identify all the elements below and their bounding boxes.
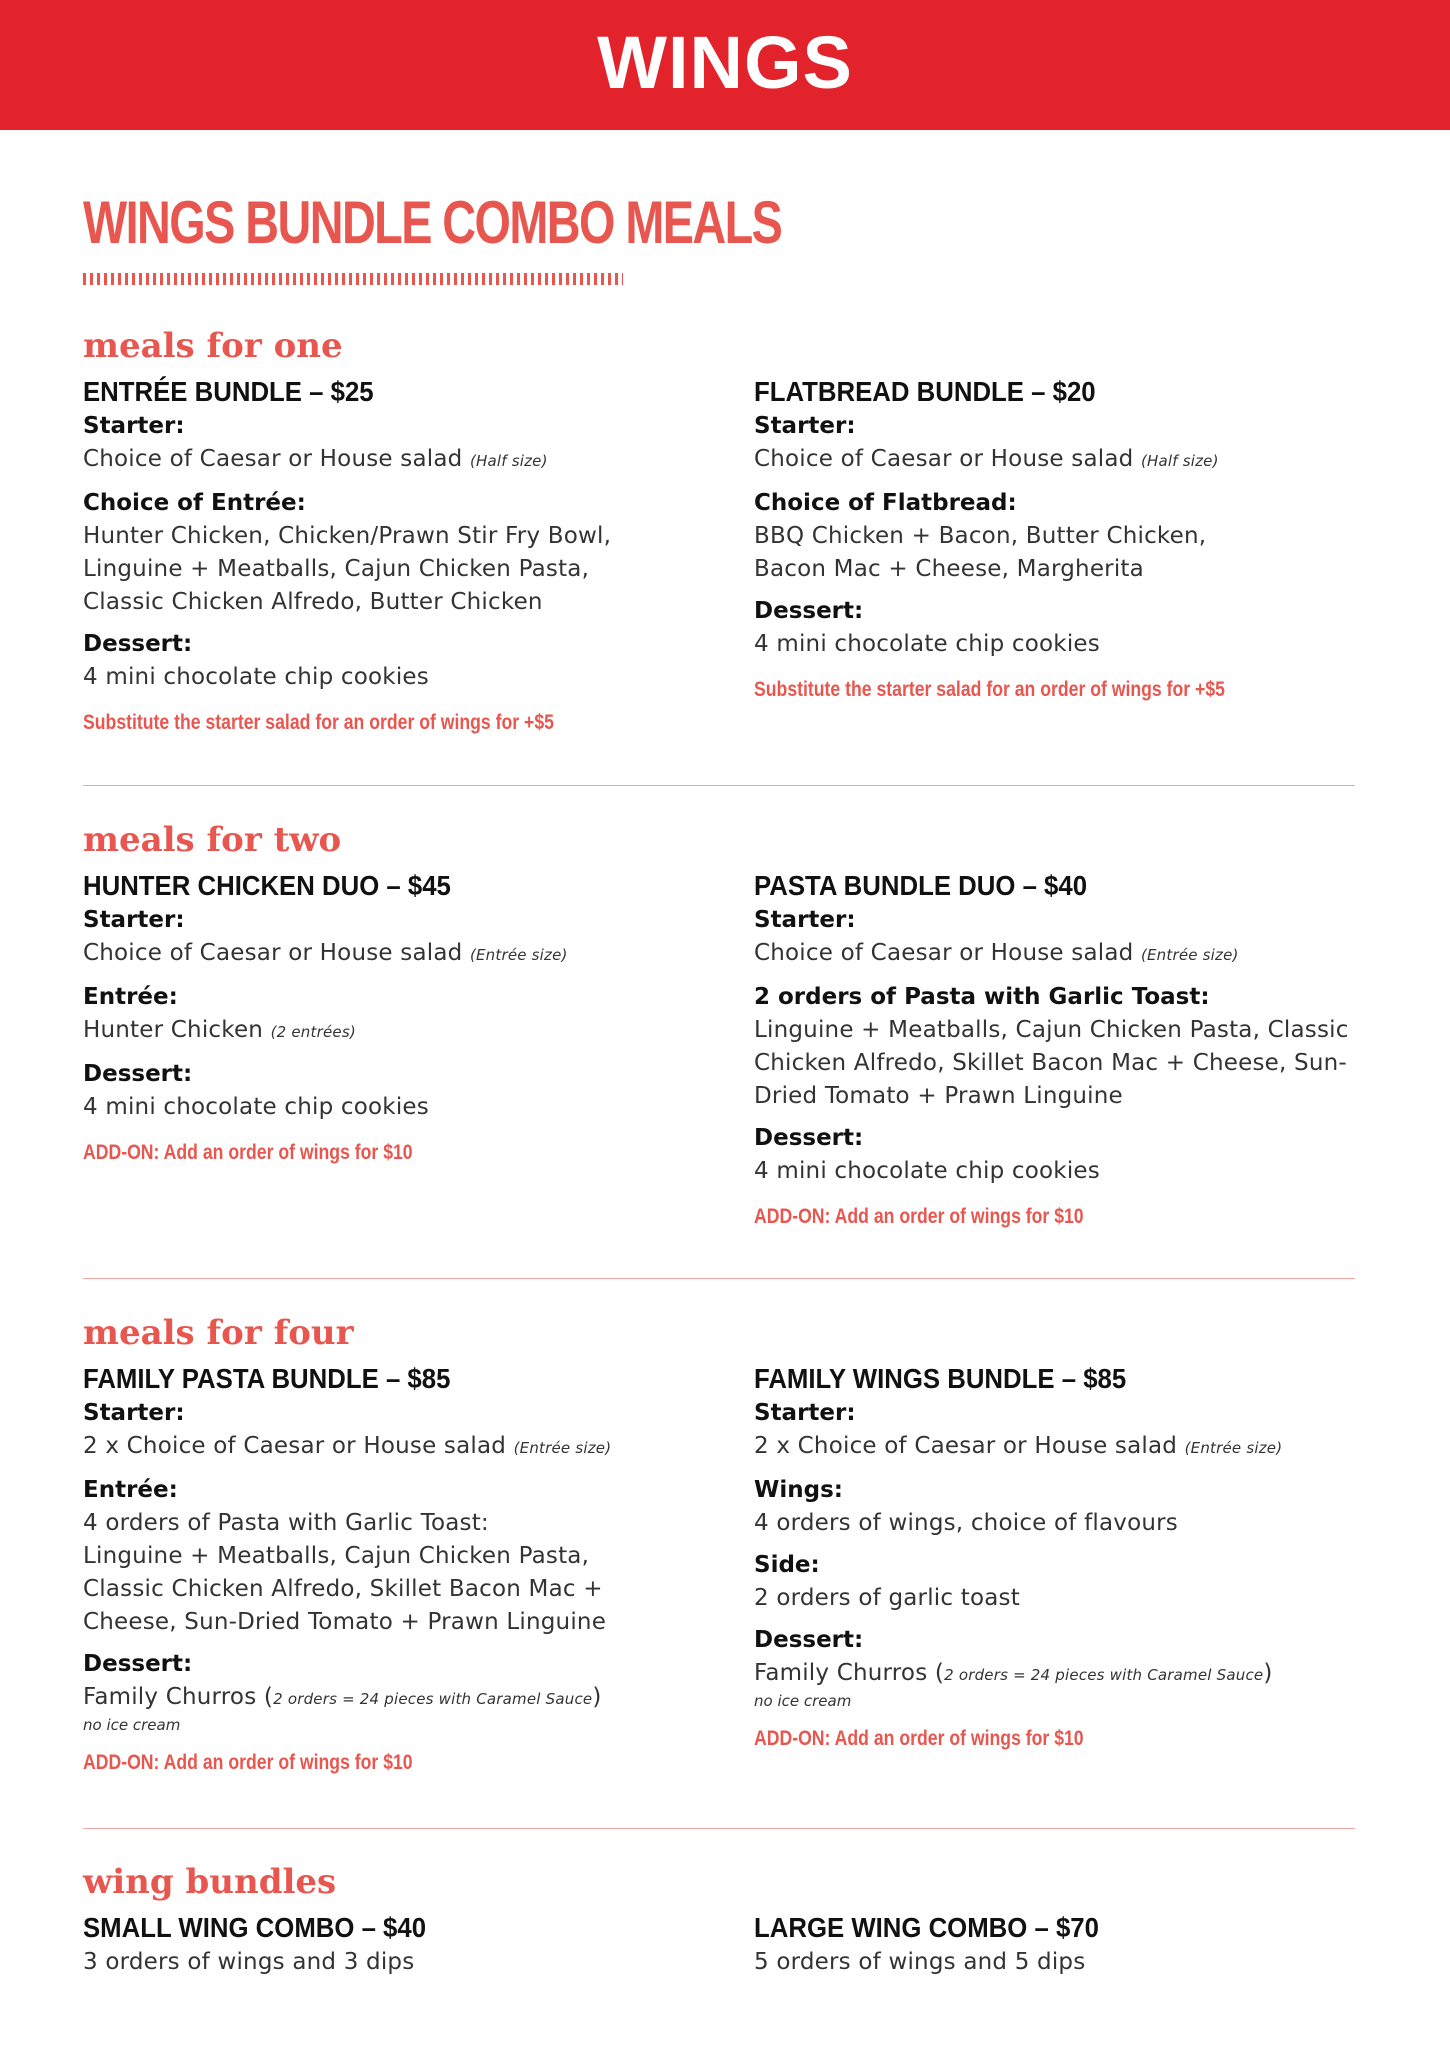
- wings-label: Wings:: [754, 1477, 843, 1503]
- bundle-title: LARGE WING COMBO – $70: [754, 1912, 1099, 1943]
- bundle-text: 5 orders of wings and 5 dips: [754, 1949, 1086, 1975]
- starter-text: 2 x Choice of Caesar or House salad (Entrée size): [83, 1433, 612, 1459]
- size-note: (Entrée size): [1140, 946, 1239, 964]
- size-note: (Half size): [469, 452, 548, 470]
- dessert-label: Dessert:: [83, 631, 193, 657]
- bundle-hunter-chicken-duo: [83, 868, 723, 1168]
- starter-label: Starter:: [754, 413, 856, 439]
- starter-text: Choice of Caesar or House salad (Half size): [754, 446, 1219, 472]
- entree-label: Entrée:: [83, 984, 178, 1010]
- section-meals-for-four: [83, 1313, 1355, 1813]
- size-note: (Half size): [1140, 452, 1219, 470]
- section-title: meals for two: [83, 820, 342, 860]
- bundle-title: ENTRÉE BUNDLE – $25: [83, 376, 374, 407]
- section-meals-for-two: [83, 820, 1355, 1250]
- entree-label: Entrée:: [83, 1477, 178, 1503]
- section-divider: [83, 1278, 1355, 1279]
- header-bar: [0, 0, 1450, 130]
- bundle-pasta-duo: [754, 868, 1394, 1232]
- starter-label: Starter:: [83, 413, 185, 439]
- add-on-note: ADD-ON: Add an order of wings for $10: [754, 1205, 1084, 1228]
- bundle-title: HUNTER CHICKEN DUO – $45: [83, 870, 451, 901]
- section-divider: [83, 1828, 1355, 1829]
- size-note: (Entrée size): [1184, 1439, 1283, 1457]
- add-on-note: ADD-ON: Add an order of wings for $10: [83, 1751, 413, 1774]
- page-title: WINGS BUNDLE COMBO MEALS: [83, 189, 782, 256]
- portion-note: 2 orders = 24 pieces with Caramel Sauce: [944, 1666, 1264, 1684]
- section-title: meals for one: [83, 326, 343, 366]
- dessert-label: Dessert:: [754, 598, 864, 624]
- dessert-text: 4 mini chocolate chip cookies: [83, 1094, 429, 1120]
- entree-text: Hunter Chicken (2 entrées): [83, 1017, 356, 1043]
- dessert-label: Dessert:: [754, 1627, 864, 1653]
- starter-text: 2 x Choice of Caesar or House salad (Entrée size): [754, 1433, 1283, 1459]
- wings-text: 4 orders of wings, choice of flavours: [754, 1510, 1178, 1536]
- dessert-text: 4 mini chocolate chip cookies: [83, 664, 429, 690]
- flatbread-choices: BBQ Chicken + Bacon, Butter Chicken, Bacon Mac + Cheese, Margherita: [754, 523, 1207, 582]
- section-divider: [83, 785, 1355, 786]
- dessert-text: Family Churros (2 orders = 24 pieces with Caramel Sauce): [83, 1684, 602, 1710]
- bundle-large-wing-combo: [754, 1910, 1394, 1979]
- starter-label: Starter:: [754, 1400, 856, 1426]
- wings-logo: WINGS: [597, 20, 853, 104]
- no-ice-cream-note: no ice cream: [83, 1716, 181, 1734]
- bundle-title: SMALL WING COMBO – $40: [83, 1912, 427, 1943]
- starter-label: Starter:: [754, 907, 856, 933]
- title-underline-decoration: [83, 273, 623, 285]
- starter-label: Starter:: [83, 1400, 185, 1426]
- section-title: meals for four: [83, 1313, 354, 1353]
- bundle-title: FAMILY WINGS BUNDLE – $85: [754, 1363, 1127, 1394]
- bundle-flatbread: [754, 374, 1394, 705]
- bundle-small-wing-combo: [83, 1910, 723, 1979]
- side-text: 2 orders of garlic toast: [754, 1585, 1020, 1611]
- starter-text: Choice of Caesar or House salad (Entrée size): [83, 940, 568, 966]
- add-on-note: ADD-ON: Add an order of wings for $10: [83, 1141, 413, 1164]
- dessert-text: Family Churros (2 orders = 24 pieces with Caramel Sauce): [754, 1660, 1273, 1686]
- side-label: Side:: [754, 1552, 820, 1578]
- flatbread-label: Choice of Flatbread:: [754, 490, 1017, 516]
- size-note: (Entrée size): [513, 1439, 612, 1457]
- dessert-label: Dessert:: [754, 1125, 864, 1151]
- pasta-choices: Linguine + Meatballs, Cajun Chicken Pasta, Classic Chicken Alfredo, Skillet Bacon Mac + Cheese, Sun-Dried Tomato + Prawn Linguine: [754, 1017, 1349, 1109]
- no-ice-cream-note: no ice cream: [754, 1692, 852, 1710]
- bundle-entree: [83, 374, 723, 738]
- substitution-note: Substitute the starter salad for an order of wings for +$5: [83, 711, 554, 734]
- portion-note: 2 orders = 24 pieces with Caramel Sauce: [273, 1690, 593, 1708]
- dessert-label: Dessert:: [83, 1061, 193, 1087]
- dessert-text: 4 mini chocolate chip cookies: [754, 1158, 1100, 1184]
- section-wing-bundles: [83, 1862, 1355, 1992]
- bundle-family-wings: [754, 1361, 1394, 1754]
- bundle-title: FLATBREAD BUNDLE – $20: [754, 376, 1096, 407]
- starter-label: Starter:: [83, 907, 185, 933]
- section-meals-for-one: [83, 326, 1355, 746]
- size-note: (Entrée size): [469, 946, 568, 964]
- dessert-label: Dessert:: [83, 1651, 193, 1677]
- starter-text: Choice of Caesar or House salad (Entrée size): [754, 940, 1239, 966]
- starter-text: Choice of Caesar or House salad (Half size): [83, 446, 548, 472]
- substitution-note: Substitute the starter salad for an order of wings for +$5: [754, 678, 1225, 701]
- section-title: wing bundles: [83, 1862, 337, 1902]
- entree-choices: Hunter Chicken, Chicken/Prawn Stir Fry Bowl, Linguine + Meatballs, Cajun Chicken Pasta, Classic Chicken Alfredo, Butter Chicken: [83, 523, 612, 615]
- quantity-note: (2 entrées): [270, 1023, 356, 1041]
- bundle-family-pasta: [83, 1361, 723, 1778]
- entree-label: Choice of Entrée:: [83, 490, 306, 516]
- dessert-text: 4 mini chocolate chip cookies: [754, 631, 1100, 657]
- bundle-title: FAMILY PASTA BUNDLE – $85: [83, 1363, 451, 1394]
- add-on-note: ADD-ON: Add an order of wings for $10: [754, 1727, 1084, 1750]
- bundle-text: 3 orders of wings and 3 dips: [83, 1949, 415, 1975]
- pasta-label: 2 orders of Pasta with Garlic Toast:: [754, 984, 1210, 1010]
- bundle-title: PASTA BUNDLE DUO – $40: [754, 870, 1088, 901]
- entree-intro: 4 orders of Pasta with Garlic Toast:: [83, 1510, 489, 1536]
- entree-choices: Linguine + Meatballs, Cajun Chicken Pasta, Classic Chicken Alfredo, Skillet Bacon Mac + Cheese, Sun-Dried Tomato + Prawn Linguine: [83, 1543, 607, 1635]
